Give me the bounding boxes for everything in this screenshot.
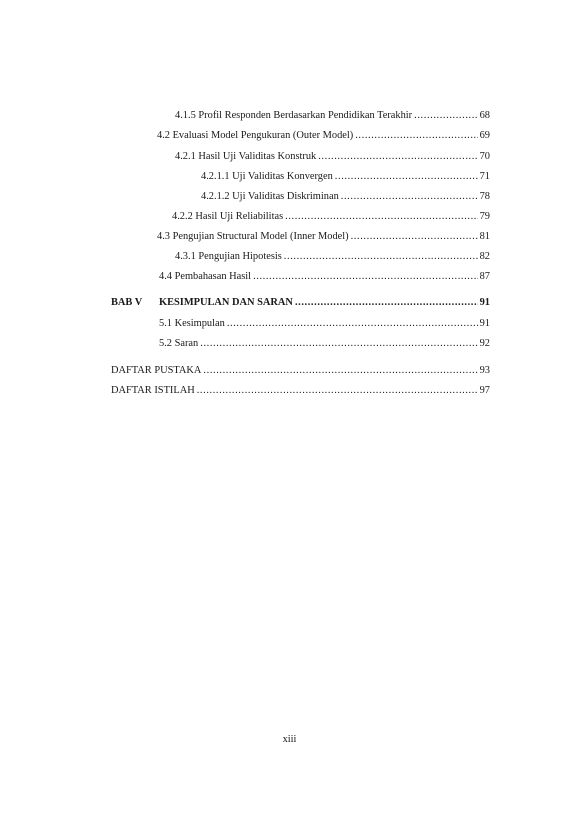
toc-entry [172,210,490,224]
toc-entry-page: 91 [479,318,490,329]
toc-entry-page: 69 [479,130,490,141]
toc-entry-page: 79 [479,211,490,222]
dot-leader [197,384,478,398]
dot-leader [285,210,477,224]
toc-entry-label: 4.2.1.1 Uji Validitas Konvergen [201,171,333,182]
dot-leader [414,109,477,123]
toc-entry-page: 97 [479,385,490,396]
toc-entry [159,270,490,284]
toc-entry [175,150,490,164]
toc-entry [159,317,490,331]
dot-leader [335,170,478,184]
dot-leader [355,129,477,143]
toc-entry-label: 4.4 Pembahasan Hasil [159,271,252,282]
toc-entry-label: 4.2.2 Hasil Uji Reliabilitas [172,211,284,222]
dot-leader [341,190,478,204]
dot-leader [318,150,477,164]
toc-entry-page: 68 [479,110,490,121]
toc-entry-label: DAFTAR PUSTAKA [111,365,202,376]
toc-entry [201,190,490,204]
toc-entry-label: 4.2.1.2 Uji Validitas Diskriminan [201,191,339,202]
toc-entry-label: KESIMPULAN DAN SARAN [159,297,293,308]
dot-leader [253,270,478,284]
toc-entry-page: 82 [479,251,490,262]
toc-entry [175,250,490,264]
toc-entry [175,109,490,123]
toc-entry-label: 4.1.5 Profil Responden Berdasarkan Pendidikan Terakhir [175,110,413,121]
toc-entry-page: 70 [479,151,490,162]
toc-entry-label: 5.1 Kesimpulan [159,318,225,329]
dot-leader [284,250,478,264]
toc-entry-label: 5.2 Saran [159,338,199,349]
toc-entry-page: 91 [479,297,490,308]
toc-entry-label: 4.2.1 Hasil Uji Validitas Konstruk [175,151,317,162]
toc-entry-label: 4.2 Evaluasi Model Pengukuran (Outer Model) [157,130,354,141]
toc-entry [111,364,490,378]
toc-entry [159,337,490,351]
page-number: xiii [282,734,297,745]
chapter-number: BAB V [111,297,143,308]
toc-chapter-entry [111,296,490,310]
toc-entry-page: 71 [479,171,490,182]
toc-entry-page: 87 [479,271,490,282]
toc-entry-page: 92 [479,338,490,349]
toc-entry-page: 78 [479,191,490,202]
dot-leader [227,317,478,331]
toc-entry [157,230,490,244]
dot-leader [295,296,478,310]
toc-entry-label: 4.3.1 Pengujian Hipotesis [175,251,282,262]
toc-entry-page: 81 [479,231,490,242]
dot-leader [203,364,477,378]
toc-entry-label: 4.3 Pengujian Structural Model (Inner Model) [157,231,349,242]
toc-entry-page: 93 [479,365,490,376]
dot-leader [351,230,478,244]
toc-entry-label: DAFTAR ISTILAH [111,385,195,396]
dot-leader [200,337,477,351]
toc-entry [111,384,490,398]
toc-entry [201,170,490,184]
toc-entry [157,129,490,143]
